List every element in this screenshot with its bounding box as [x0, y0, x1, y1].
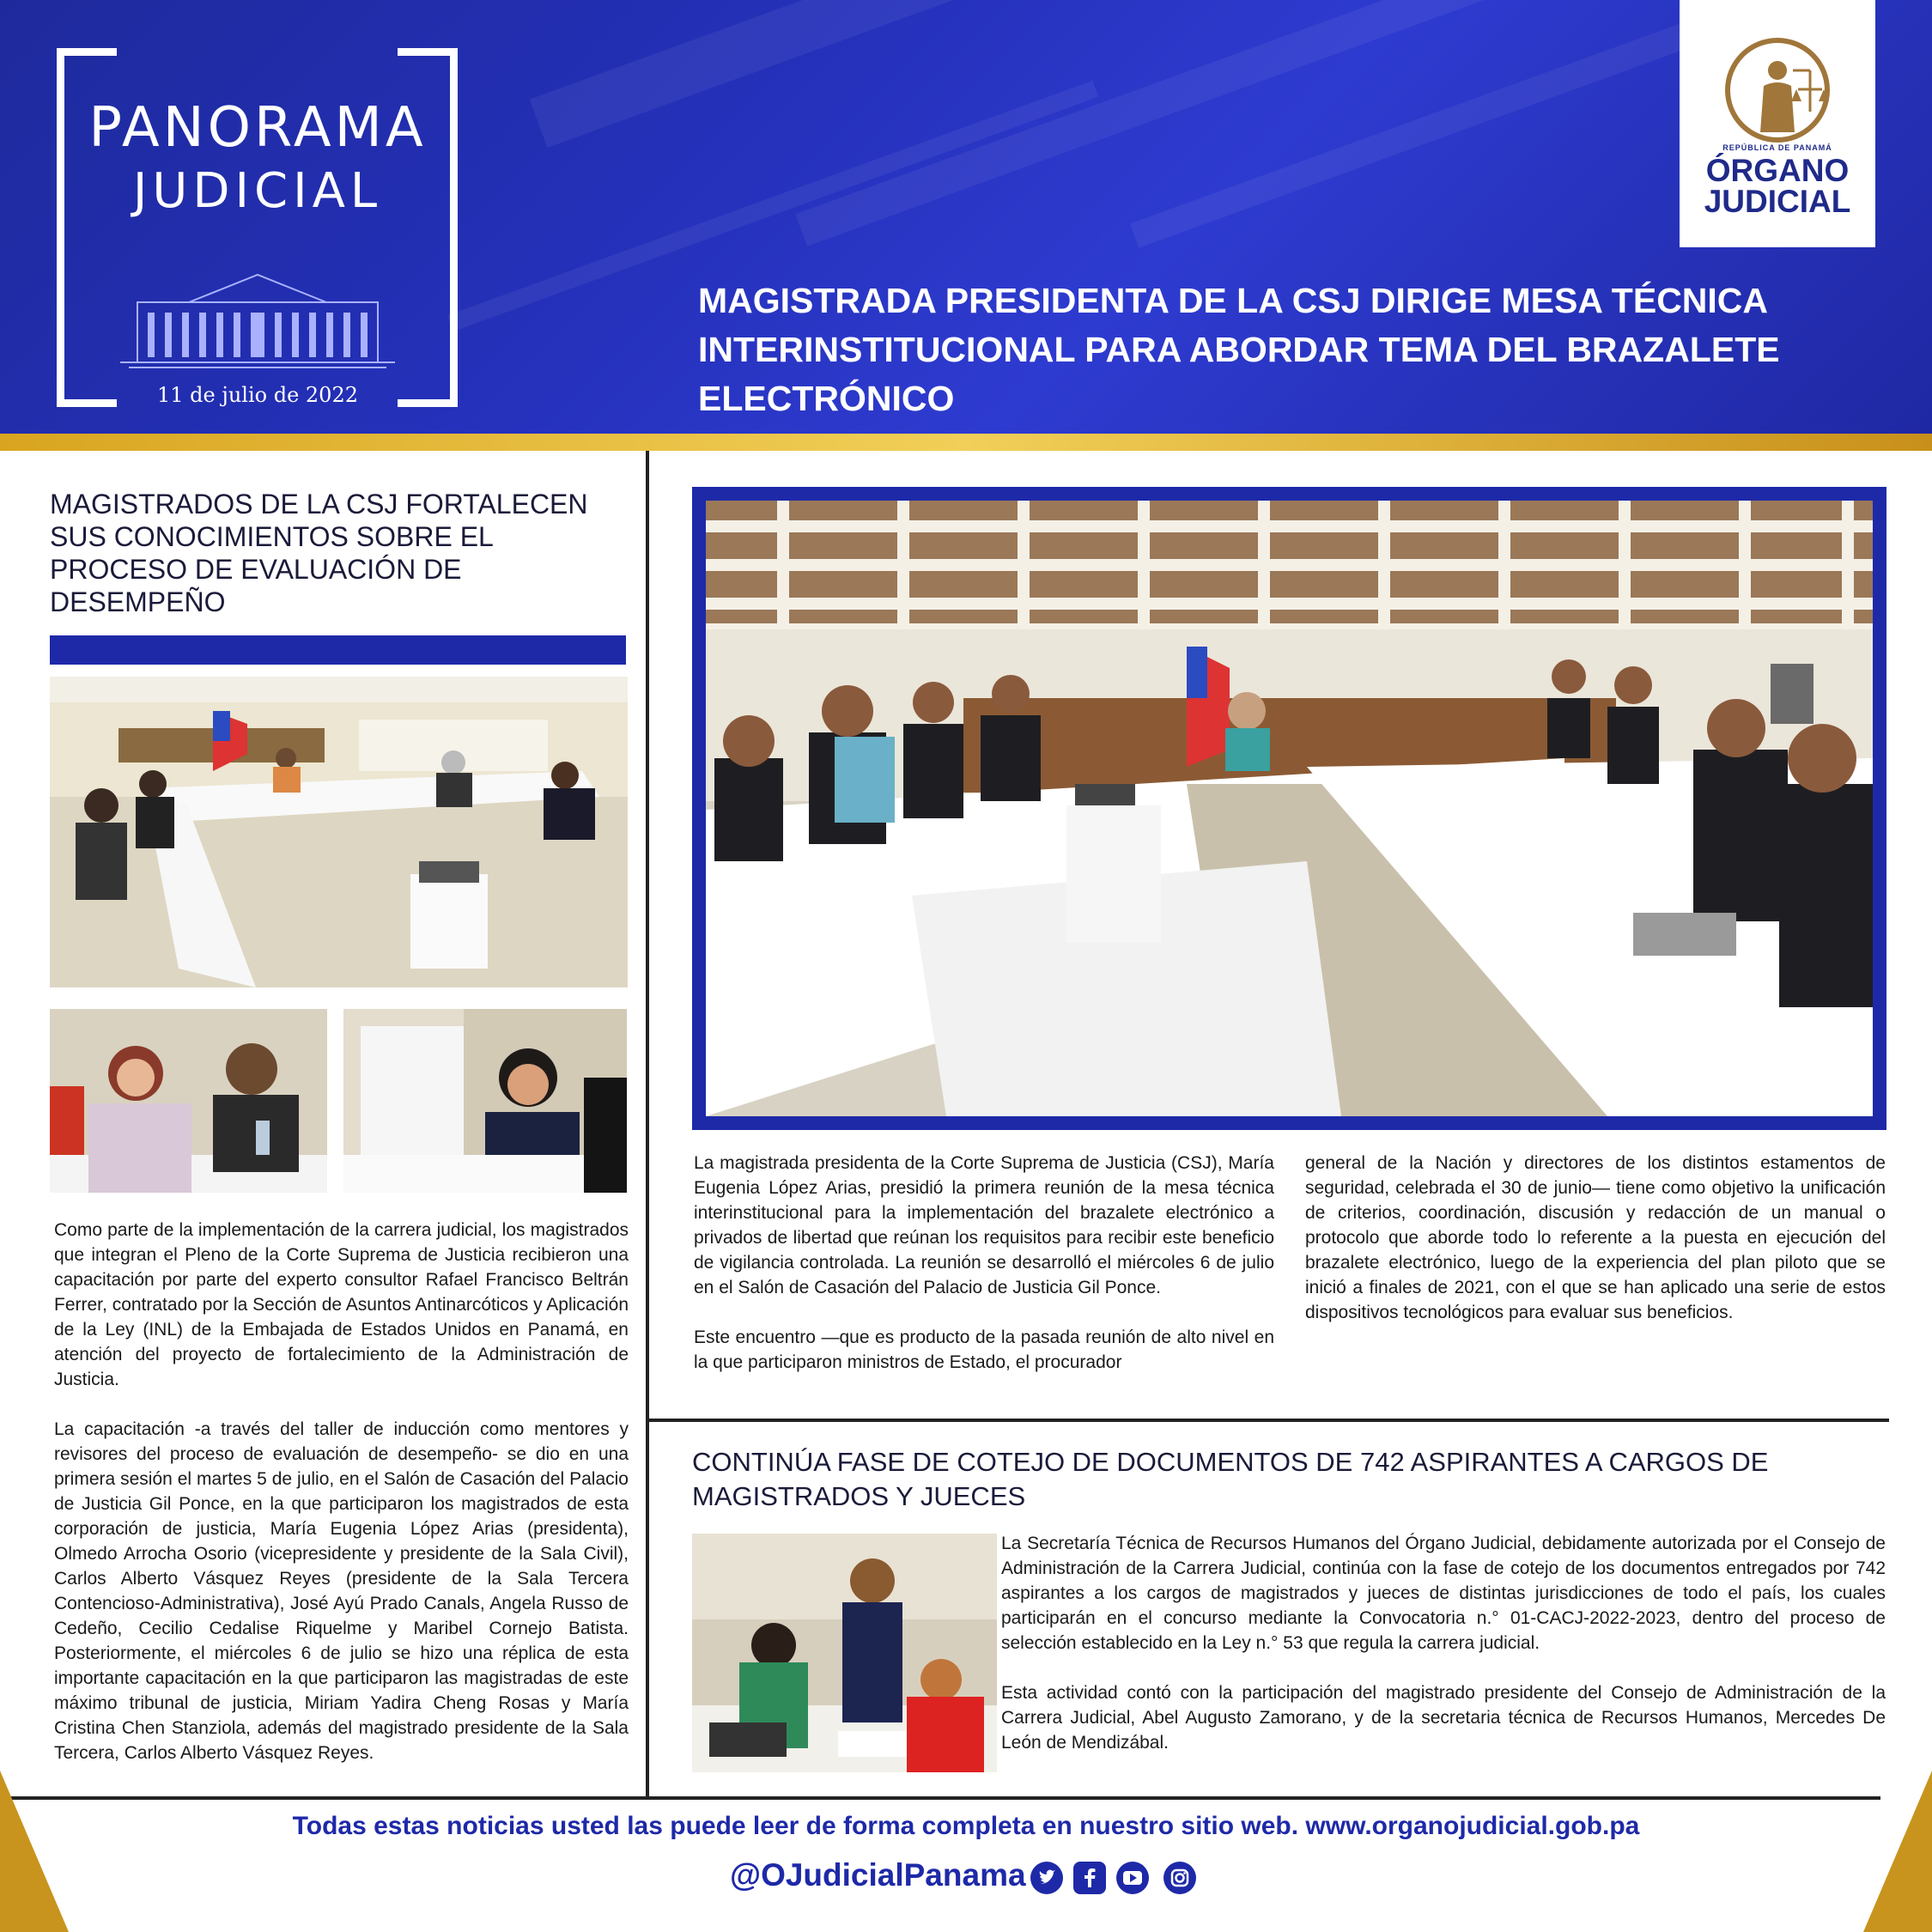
gold-corner-right [1863, 1771, 1932, 1932]
bottom-paragraph: La Secretaría Técnica de Recursos Humanos del Órgano Judicial, debidamente autorizada por el Consejo de Administración de la Carrera Judicial, continúa con la fase de cotejo de los documentos entregados por 742 aspirantes a los cargos de magistrados y jueces de distintas jurisdicciones de todo el país, los cuales participarán en el concurso mediante la Convocatoria n.° 01-CACJ-2022-2023, dentro del proceso de selección establecido en la Ley n.° 53 que regula la carrera judicial. [1001, 1534, 1886, 1653]
gold-corner-left [0, 1771, 69, 1932]
main-article-col2 [1305, 1151, 1886, 1325]
left-article-body [54, 1218, 629, 1765]
decor-streak [795, 0, 1694, 246]
bottom-article-title: CONTINÚA FASE DE COTEJO DE DOCUMENTOS DE 742 ASPIRANTES A CARGOS DE MAGISTRADOS Y JUECES [692, 1447, 1769, 1511]
bottom-paragraph: Esta actividad contó con la participación del magistrado presidente del Consejo de Administración de la Carrera Judicial, Abel Augusto Zamorano, y de la secretaria técnica de Recursos Humanos, Mercedes De León de Mendizábal. [1001, 1683, 1886, 1753]
social-handle[interactable]: @OJudicialPanama [730, 1857, 1026, 1893]
column-divider [646, 451, 649, 1796]
title-accent-bar [50, 635, 626, 665]
logo-line2: JUDICIAL [1704, 184, 1851, 219]
logo-country: REPÚBLICA DE PANAMÁ [1722, 143, 1832, 152]
bottom-article-body [1001, 1531, 1886, 1755]
left-paragraph: La capacitación -a través del taller de inducción como mentores y revisores del proceso de evaluación de desempeño- se dio en una primera sesión el martes 5 de julio, en el Salón de Casación del Palacio de Justicia Gil Ponce, en la que participaron los magistrados de esta corporación de justicia, María Eugenia López Arias (presidenta), Olmedo Arrocha Osorio (vicepresidente y presidente de la Sala Civil), Carlos Alberto Vásquez Reyes (presidente de la Sala Tercera Contencioso-Administrativa), José Ayú Prado Canals, Angela Russo de Cedeño, Cecilio Cedalise Riquelme y Maribel Cornejo Batista. Posteriormente, el miércoles 6 de julio se hizo una réplica de esta importante capacitación en la que participaron las magistradas de este máximo tribunal de justicia, Miriam Yadira Cheng Rosas y María Cristina Chen Stanziola, además del magistrado presidente de la Sala Tercera, Carlos Alberto Vásquez Reyes. [54, 1419, 629, 1763]
left-article-title: MAGISTRADOS DE LA CSJ FORTALECEN SUS CONOCIMIENTOS SOBRE EL PROCESO DE EVALUACIÓN DE DESEMPEÑO [50, 489, 588, 617]
main-paragraph: Este encuentro —que es producto de la pasada reunión de alto nivel en la que participaron ministros de Estado, el procurador [694, 1327, 1274, 1372]
youtube-icon[interactable] [1116, 1862, 1149, 1894]
brand-title: PANORAMA [88, 96, 427, 160]
organo-judicial-logo [1680, 0, 1875, 247]
courthouse-icon [120, 268, 395, 371]
twitter-icon[interactable] [1030, 1862, 1063, 1894]
main-paragraph: La magistrada presidenta de la Corte Suprema de Justicia (CSJ), María Eugenia López Arias, presidió la primera reunión de la mesa técnica interinstitucional para la implementación del brazalete electrónico a privados de libertad que reúnan los requisitos para recibir este beneficio de vigilancia controlada. La reunión se desarrolló el miércoles 6 de julio en el Salón de Casación del Palacio de Justicia Gil Ponce. [694, 1153, 1274, 1297]
instagram-icon[interactable] [1163, 1862, 1196, 1894]
training-meeting-photo [50, 677, 628, 987]
main-photo-frame [692, 487, 1886, 1130]
footer-website-note[interactable]: Todas estas noticias usted las puede leer de forma completa en nuestro sitio web. www.organojudicial.gob.pa [292, 1812, 1640, 1840]
main-paragraph: general de la Nación y directores de los distintos estamentos de seguridad, celebrada el 30 de junio— tiene como objetivo la unificación de criterios, coordinación, discusión y redacción de un manual o protocolo que aborde todo lo referente a la puesta en ejecución del brazalete electrónico, luego de la experiencia del plan piloto que se inició a finales de 2021, con el que se han aplicado una serie de estos dispositivos tecnológicos para evaluar sus beneficios. [1305, 1153, 1886, 1322]
facebook-icon[interactable] [1073, 1862, 1106, 1894]
gold-band [0, 434, 1932, 451]
justice-emblem-icon [1714, 36, 1841, 144]
decor-streak [530, 0, 1273, 148]
magistrate-photo [343, 1009, 627, 1193]
decor-streak [1130, 18, 1704, 248]
section-divider [649, 1419, 1889, 1422]
main-headline: MAGISTRADA PRESIDENTA DE LA CSJ DIRIGE MESA TÉCNICA INTERINSTITUCIONAL PARA ABORDAR TEMA DEL BRAZALETE ELECTRÓNICO [698, 281, 1780, 418]
logo-line1: ÓRGANO [1705, 153, 1850, 188]
technical-table-photo [706, 501, 1873, 1116]
main-article-col1 [694, 1151, 1274, 1375]
magistrates-photo [50, 1009, 327, 1193]
left-paragraph: Como parte de la implementación de la carrera judicial, los magistrados que integran el Pleno de la Corte Suprema de Justicia recibieron una capacitación por parte del experto consultor Rafael Francisco Beltrán Ferrer, contratado por la Sección de Asuntos Antinarcóticos y Aplicación de la Ley (INL) de la Embajada de Estados Unidos en Panamá, en atención del proyecto de fortalecimiento de la Administración de Justicia. [54, 1220, 629, 1389]
document-check-photo [692, 1534, 997, 1772]
brand-subtitle: JUDICIAL [132, 163, 383, 219]
issue-date: 11 de julio de 2022 [157, 383, 358, 407]
